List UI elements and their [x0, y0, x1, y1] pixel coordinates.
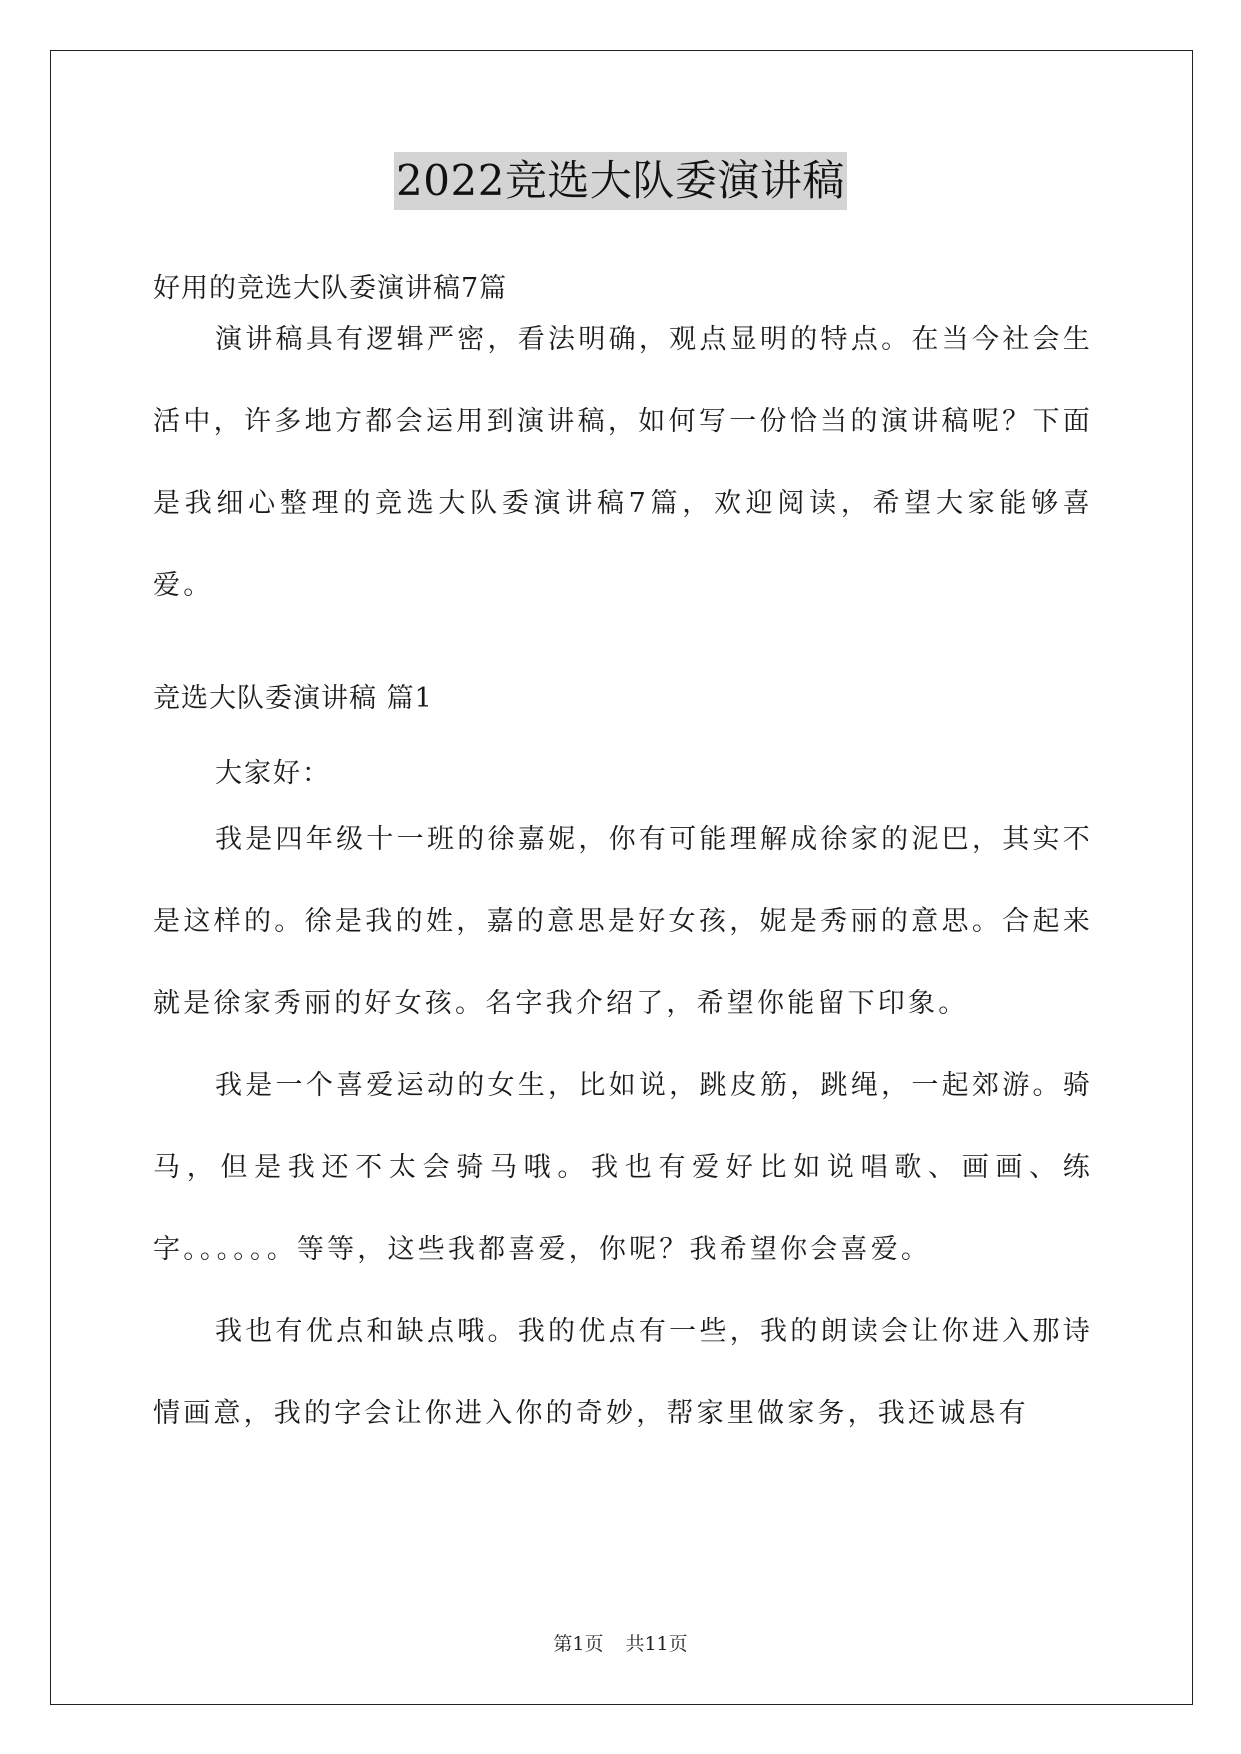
page-footer: [0, 1631, 1241, 1657]
document-title: 2022竞选大队委演讲稿: [394, 152, 847, 210]
page-total: 共11页: [625, 1633, 688, 1655]
document-subtitle: 好用的竞选大队委演讲稿7篇: [153, 273, 508, 304]
intro-paragraph: 演讲稿具有逻辑严密，看法明确，观点显明的特点。在当今社会生活中，许多地方都会运用到演讲稿，如何写一份恰当的演讲稿呢？下面是我细心整理的竞选大队委演讲稿7篇，欢迎阅读，希望大家能够喜爱。: [153, 324, 1093, 601]
body-paragraph: 我也有优点和缺点哦。我的优点有一些，我的朗读会让你进入那诗情画意，我的字会让你进入你的奇妙，帮家里做家务，我还诚恳有: [153, 1316, 1093, 1429]
body-paragraph: 我是一个喜爱运动的女生，比如说，跳皮筋，跳绳，一起郊游。骑马，但是我还不太会骑马哦。我也有爱好比如说唱歌、画画、练字。。。。。。等等，这些我都喜爱，你呢？我希望你会喜爱。: [153, 1070, 1093, 1265]
body-paragraph: 我是四年级十一班的徐嘉妮，你有可能理解成徐家的泥巴，其实不是这样的。徐是我的姓，嘉的意思是好女孩，妮是秀丽的意思。合起来就是徐家秀丽的好女孩。名字我介绍了，希望你能留下印象。: [153, 824, 1093, 1019]
greeting-line: 大家好：: [215, 758, 331, 789]
page-number: 第1页: [553, 1633, 604, 1655]
section-heading: 竞选大队委演讲稿 篇1: [153, 683, 433, 714]
title-container: [0, 152, 1241, 210]
